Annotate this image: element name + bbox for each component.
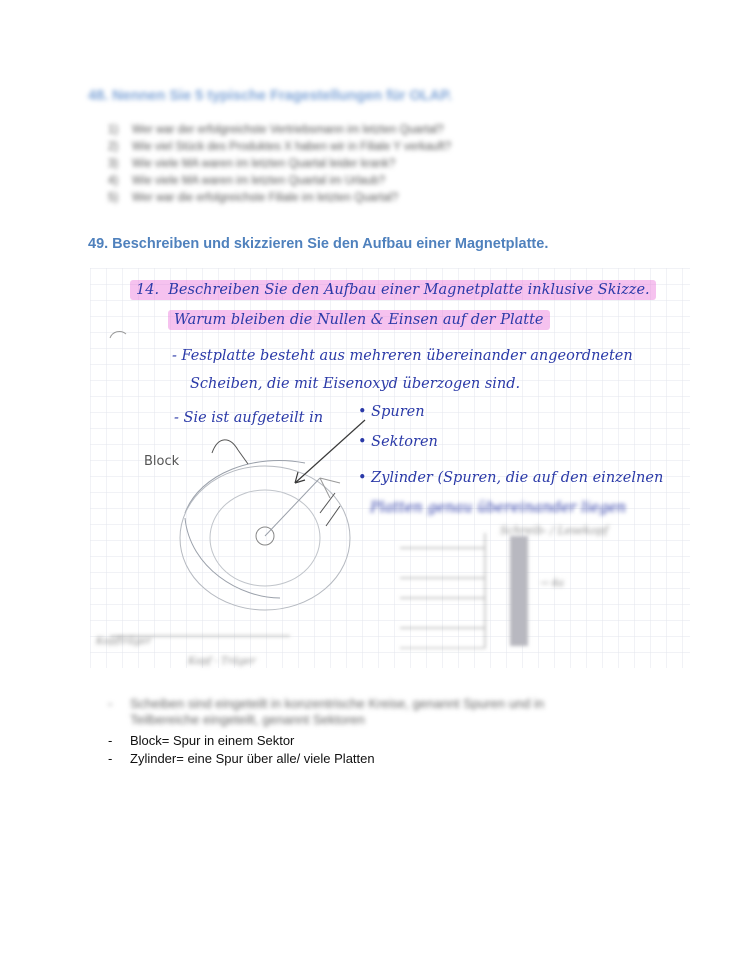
summary-bullet-list — [108, 696, 610, 768]
notes-option-spuren: • Spuren — [358, 404, 425, 420]
list-item: 1) Wer war der erfolgreichste Vertriebsmann im letzten Quartal? — [108, 124, 444, 136]
olap-question-list — [108, 122, 451, 207]
list-item: - Zylinder= eine Spur über alle/ viele Platten — [108, 750, 610, 768]
bottom-label: Kopf - Träger — [188, 656, 256, 667]
side-label: Schreib- / Lesekopf — [500, 524, 608, 537]
list-item: 4) Wie viele MA waren im letzten Quartal im Urlaub? — [108, 175, 386, 187]
list-item: 3) Wie viele MA waren im letzten Quartal leider krank? — [108, 158, 396, 170]
notes-option-zylinder: • Zylinder (Spuren, die auf den einzelnen — [358, 470, 664, 486]
list-item: - Block= Spur in einem Sektor — [108, 732, 610, 750]
arrow-label: → 4a — [540, 578, 564, 589]
notes-option-zylinder-cont: Platten genau übereinander liegen — [370, 500, 627, 516]
notes-line-aufgeteilt: - Sie ist aufgeteilt in — [174, 410, 324, 426]
notes-option-sektoren: • Sektoren — [358, 434, 438, 450]
question-49-heading: 49. Beschreiben und skizzieren Sie den Aufbau einer Magnetplatte. — [88, 236, 549, 252]
question-48-heading: 48. Nennen Sie 5 typische Fragestellungen für OLAP. — [88, 88, 452, 104]
notes-question-14: 14. Beschreiben Sie den Aufbau einer Magnetplatte inklusive Skizze. — [130, 280, 656, 300]
handwritten-notes-image — [90, 268, 690, 668]
notes-line-scheiben: Scheiben, die mit Eisenoxyd überzogen sind. — [190, 376, 521, 392]
block-label: Block — [144, 454, 180, 469]
notes-question-subline: Warum bleiben die Nullen & Einsen auf der Platte — [168, 310, 550, 330]
notes-line-festplatte: - Festplatte besteht aus mehreren übereinander angeordneten — [172, 348, 633, 364]
bottom-left-label: Kopfträger — [96, 636, 152, 647]
list-item: 2) Wie viel Stück des Produktes X haben wir in Filiale Y verkauft? — [108, 141, 452, 153]
list-item: - Scheiben sind eingeteilt in konzentrische Kreise, genannt Spuren und in Teilbereiche eingeteilt, genannt Sektoren — [108, 696, 610, 728]
list-item: 5) Wer war die erfolgreichste Filiale im letzten Quartal? — [108, 192, 399, 204]
